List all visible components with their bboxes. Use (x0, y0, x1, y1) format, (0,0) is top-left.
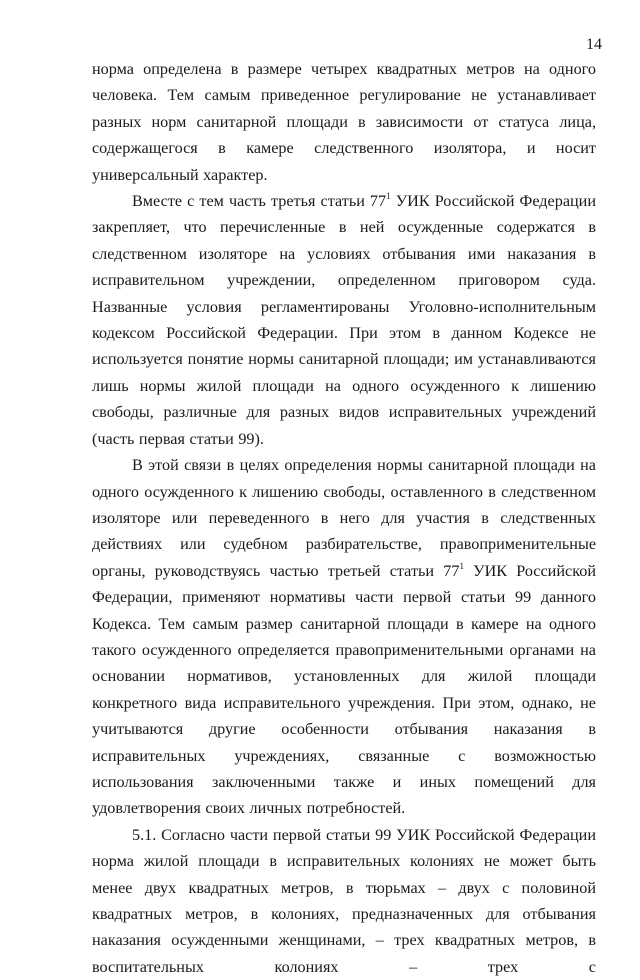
paragraph-text-before-superscript: Вместе с тем часть третья статьи 77 (132, 192, 387, 211)
paragraph-text-after-superscript: УИК Российской Федерации, применяют нормативы части первой статьи 99 данного Кодекса. Тем самым размер санитарной площади в камере на одного такого осужденного определяется правоприменительными органами на основании нормативов, установленных для жилой площади конкретного вида исправительного учреждения. При этом, однако, не учитываются другие особенности отбывания наказания в исправительных учреждениях, связанные с возможностью использования заключенными также и иных помещений для удовлетворения своих личных потребностей. (92, 561, 596, 818)
document-body (92, 56, 596, 980)
paragraph-text-before-superscript: В этой связи в целях определения нормы санитарной площади на одного осужденного к лишению свободы, оставленного в следственном изоляторе или переведенного в него для участия в следственных действиях или судебном разбирательстве, правоприменительные органы, руководствуясь частью третьей статьи 77 (92, 456, 596, 580)
paragraph-section-5-1: 5.1. Согласно части первой статьи 99 УИК Российской Федерации норма жилой площади в исправительных колониях не может быть менее двух квадратных метров, в тюрьмах – двух с половиной квадратных метров, в колониях, предназначенных для отбывания наказания осужденными женщинами, – трех квадратных метров, в воспитательных колониях – трех с (92, 825, 596, 976)
paragraph-continuation: норма определена в размере четырех квадратных метров на одного человека. Тем самым приведенное регулирование не устанавливает разных норм санитарной площади в зависимости от статуса лица, содержащегося в камере следственного изолятора, и носит универсальный характер. (92, 60, 596, 184)
paragraph-text-after-superscript: УИК Российской Федерации закрепляет, что перечисленные в ней осужденные содержатся в следственном изоляторе на условиях отбывания ими наказания в исправительном учреждении, определенном приговором суда. Названные условия регламентированы Уголовно-исполнительным кодексом Российской Федерации. При этом в данном Кодексе не используется понятие нормы санитарной площади; им устанавливаются лишь нормы жилой площади на одного осужденного к лишению свободы, различные для разных видов исправительных учреждений (часть первая статьи 99). (92, 192, 596, 448)
article-superscript: 1 (386, 191, 391, 202)
article-superscript: 1 (459, 560, 464, 571)
paragraph-article-77-part-3 (92, 188, 596, 452)
page-number: 14 (586, 36, 602, 53)
paragraph-sanitary-area-norm (92, 452, 596, 822)
